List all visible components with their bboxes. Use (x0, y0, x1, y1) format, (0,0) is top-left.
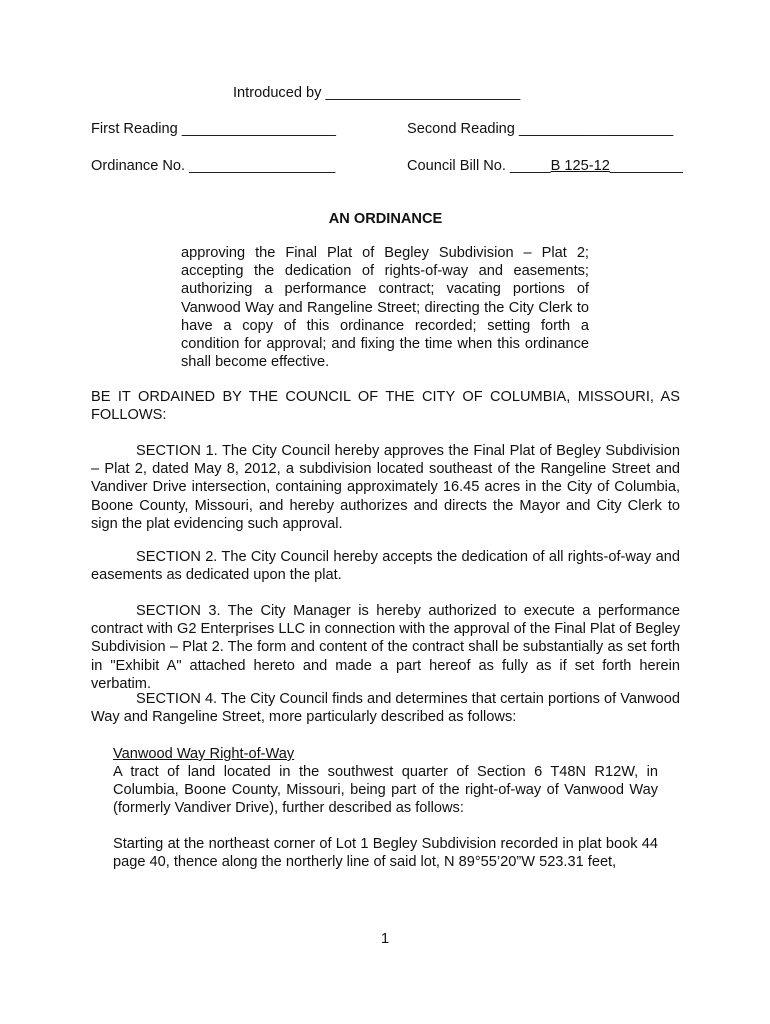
second-reading-line: Second Reading ___________________ (407, 121, 674, 137)
page-number: 1 (380, 931, 390, 947)
council-bill-line (407, 157, 683, 175)
introduced-by-line: Introduced by ________________________ (233, 85, 521, 101)
council-bill-label: Council Bill No. _____ (407, 158, 551, 174)
vanwood-description: A tract of land located in the southwest quarter of Section 6 T48N R12W, in Columbia, Boone County, Missouri, being part of the right-of-way of Vanwood Way (formerly Vandiver Drive), further described as follows: (113, 764, 658, 817)
ordinance-number-line: Ordinance No. __________________ (91, 158, 336, 174)
ordinance-title: AN ORDINANCE (328, 211, 443, 227)
section-4: SECTION 4. The City Council finds and determines that certain portions of Vanwood Way and Rangeline Street, more particularly described as follows: (91, 691, 680, 726)
first-reading-line: First Reading ___________________ (91, 121, 337, 137)
vanwood-starting-point: Starting at the northeast corner of Lot 1 Begley Subdivision recorded in plat book 44 page 40, thence along the northerly line of said lot, N 89°55’20”W 523.31 feet, (113, 836, 658, 871)
vanwood-heading: Vanwood Way Right-of-Way (113, 746, 295, 762)
council-bill-trailing-line: _________ (609, 158, 683, 174)
section-3: SECTION 3. The City Manager is hereby authorized to execute a performance contract with G2 Enterprises LLC in connection with the approval of the Final Plat of Begley Subdivision – Plat 2. The form and content of the contract shall be substantially as set forth in "Exhibit A" attached hereto and made a part hereof as fully as if set forth herein verbatim. (91, 603, 680, 692)
section-2: SECTION 2. The City Council hereby accepts the dedication of all rights-of-way and easements as dedicated upon the plat. (91, 549, 680, 584)
section-1: SECTION 1. The City Council hereby approves the Final Plat of Begley Subdivision – Plat 2, dated May 8, 2012, a subdivision located southeast of the Rangeline Street and Vandiver Drive intersection, containing approximately 16.45 acres in the City of Columbia, Boone County, Missouri, and hereby authorizes and directs the Mayor and City Clerk to sign the plat evidencing such approval. (91, 443, 680, 532)
ordained-clause: BE IT ORDAINED BY THE COUNCIL OF THE CITY OF COLUMBIA, MISSOURI, AS FOLLOWS: (91, 389, 680, 424)
council-bill-number: B 125-12 (550, 158, 610, 174)
ordinance-summary: approving the Final Plat of Begley Subdivision – Plat 2; accepting the dedication of rights-of-way and easements; authorizing a performance contract; vacating portions of Vanwood Way and Rangeline Street; directing the City Clerk to have a copy of this ordinance recorded; setting forth a condition for approval; and fixing the time when this ordinance shall become effective. (181, 245, 589, 371)
